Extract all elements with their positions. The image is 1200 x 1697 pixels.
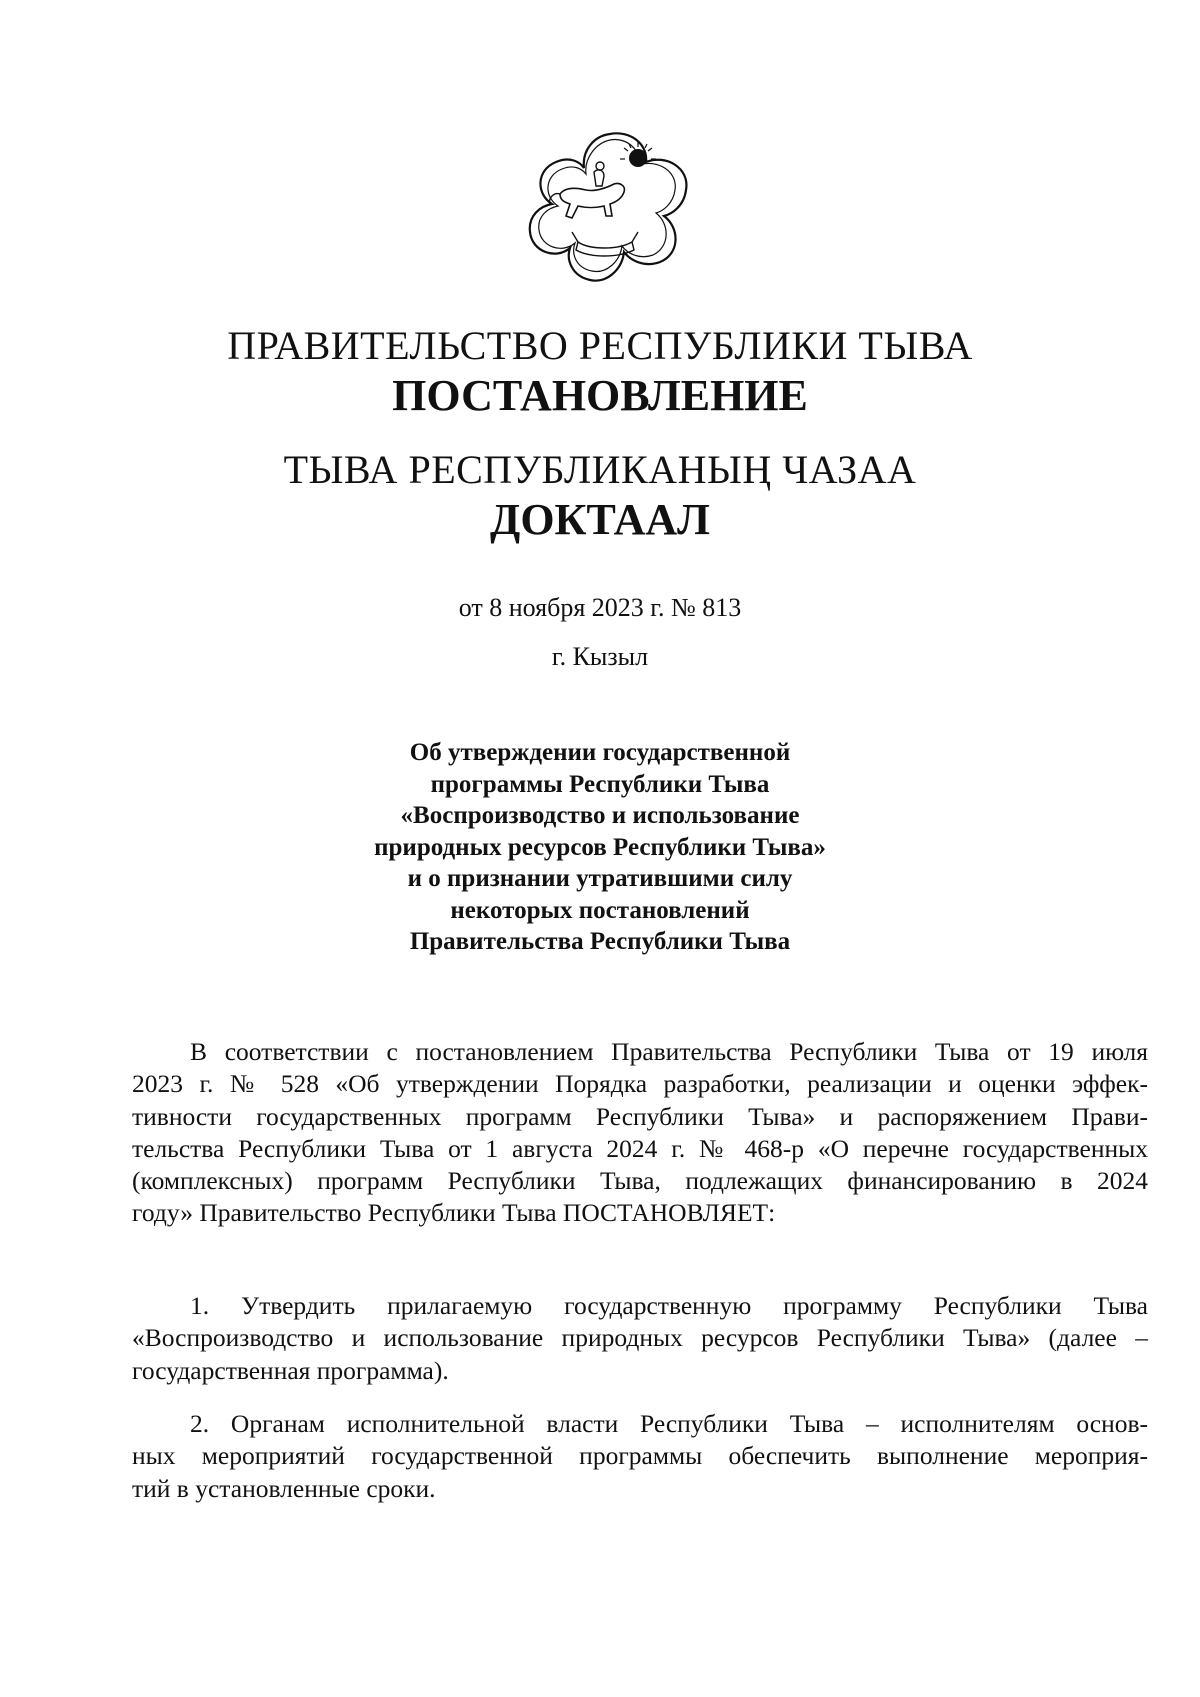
document-city: г. Кызыл (551, 642, 649, 671)
subject-line: «Воспроизводство и использование (400, 802, 800, 829)
paragraph-line: государственная программа). (132, 1355, 449, 1385)
subject-line: природных ресурсов Республики Тыва» (374, 833, 826, 861)
subject-line: Об утверждении государственной (409, 739, 791, 766)
paragraph-line: 2023 г. № 528 «Об утверждении Порядка разработки, реализации и оценки эффек- (132, 1069, 1148, 1099)
item-2-paragraph (132, 1408, 1148, 1505)
document-date-number: от 8 ноября 2023 г. № 813 (458, 593, 742, 622)
paragraph-line: (комплексных) программ Республики Тыва, подлежащих финансированию в 2024 (132, 1166, 1148, 1196)
government-title: ПРАВИТЕЛЬСТВО РЕСПУБЛИКИ ТЫВА (227, 323, 973, 368)
preamble-paragraph (132, 1036, 1148, 1230)
paragraph-line: «Воспроизводство и использование природных ресурсов Республики Тыва» (далее – (132, 1323, 1148, 1353)
paragraph-line: тивности государственных программ Республики Тыва» и распоряжением Прави- (132, 1101, 1148, 1131)
paragraph-line: тельства Республики Тыва от 1 августа 2024 г. № 468-р «О перечне государственных (132, 1133, 1148, 1163)
paragraph-line: В соответствии с постановлением Правительства Республики Тыва от 19 июля (190, 1037, 1148, 1066)
document-type: ПОСТАНОВЛЕНИЕ (392, 371, 808, 420)
document-type-tyva: ДОКТААЛ (490, 495, 710, 544)
item-1-paragraph (132, 1290, 1148, 1387)
document-subject (300, 737, 900, 958)
paragraph-line: тий в установленные сроки. (132, 1473, 436, 1503)
government-title-tyva: ТЫВА РЕСПУБЛИКАНЫҢ ЧАЗАА (283, 447, 917, 492)
paragraph-line: 1. Утвердить прилагаемую государственную программу Республики Тыва (190, 1291, 1148, 1320)
paragraph-line: году» Правительство Республики Тыва ПОСТАНОВЛЯЕТ: (132, 1198, 776, 1228)
paragraph-line: ных мероприятий государственной программы обеспечить выполнение мероприя- (132, 1441, 1148, 1471)
paragraph-line: 2. Органам исполнительной власти Республики Тыва – исполнителям основ- (190, 1409, 1148, 1438)
subject-line: программы Республики Тыва (430, 770, 770, 798)
coat-of-arms-icon (520, 128, 700, 288)
subject-line: некоторых постановлений (450, 896, 750, 924)
subject-line: Правительства Республики Тыва (409, 928, 791, 955)
subject-line: и о признании утратившими силу (407, 865, 793, 892)
